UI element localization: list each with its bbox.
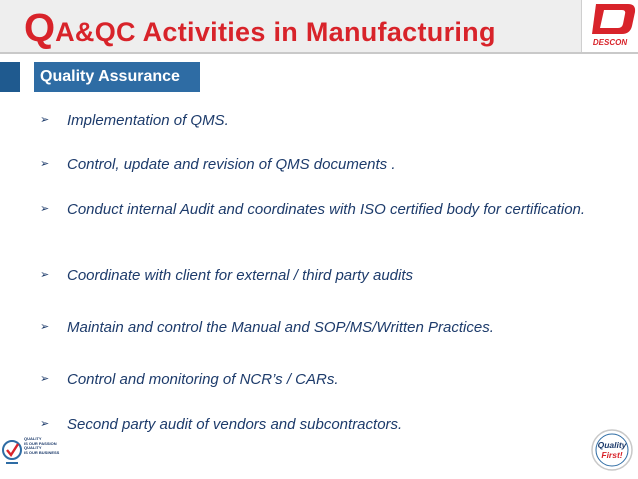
list-item xyxy=(40,154,602,175)
list-item-text: Maintain and control the Manual and SOP/MS/Written Practices. xyxy=(67,319,494,336)
section-label: Quality Assurance xyxy=(34,62,200,92)
badge-line2: First! xyxy=(601,450,623,460)
header-divider xyxy=(0,52,638,54)
bullet-arrow-icon: ➢ xyxy=(40,321,50,333)
title-text: A&QC Activities in Manufacturing xyxy=(55,17,496,47)
list-item xyxy=(40,265,602,286)
section-accent xyxy=(0,62,20,92)
list-item-text: Implementation of QMS. xyxy=(67,112,229,129)
list-item xyxy=(40,110,602,131)
list-item xyxy=(40,199,602,220)
quality-first-badge xyxy=(589,428,635,472)
bullet-arrow-icon: ➢ xyxy=(40,203,50,215)
list-item-text: Control, update and revision of QMS documents . xyxy=(67,156,396,173)
list-item xyxy=(40,317,602,338)
bullet-arrow-icon: ➢ xyxy=(40,158,50,170)
badge-line1: Quality xyxy=(597,440,627,450)
bullet-arrow-icon: ➢ xyxy=(40,418,50,430)
logo-text: DESCON xyxy=(592,38,628,47)
title-initial: Q xyxy=(24,6,56,50)
list-item xyxy=(40,414,602,435)
list-item xyxy=(40,369,602,390)
descon-logo xyxy=(581,0,638,52)
footer-tagline: QUALITY IS OUR PASSION QUALITY IS OUR BUSINESS xyxy=(24,436,60,455)
list-item-text: Coordinate with client for external / third party audits xyxy=(67,267,414,284)
page-title xyxy=(24,4,496,50)
bullet-arrow-icon: ➢ xyxy=(40,269,50,281)
list-item-text: Control and monitoring of NCR’s / CARs. xyxy=(67,371,339,388)
list-item-text: Second party audit of vendors and subcontractors. xyxy=(67,416,403,433)
bullet-arrow-icon: ➢ xyxy=(40,373,50,385)
bullet-arrow-icon: ➢ xyxy=(40,114,50,126)
list-item-text: Conduct internal Audit and coordinates with ISO certified body for certification. xyxy=(67,201,586,218)
quality-emblem-icon xyxy=(0,436,24,472)
